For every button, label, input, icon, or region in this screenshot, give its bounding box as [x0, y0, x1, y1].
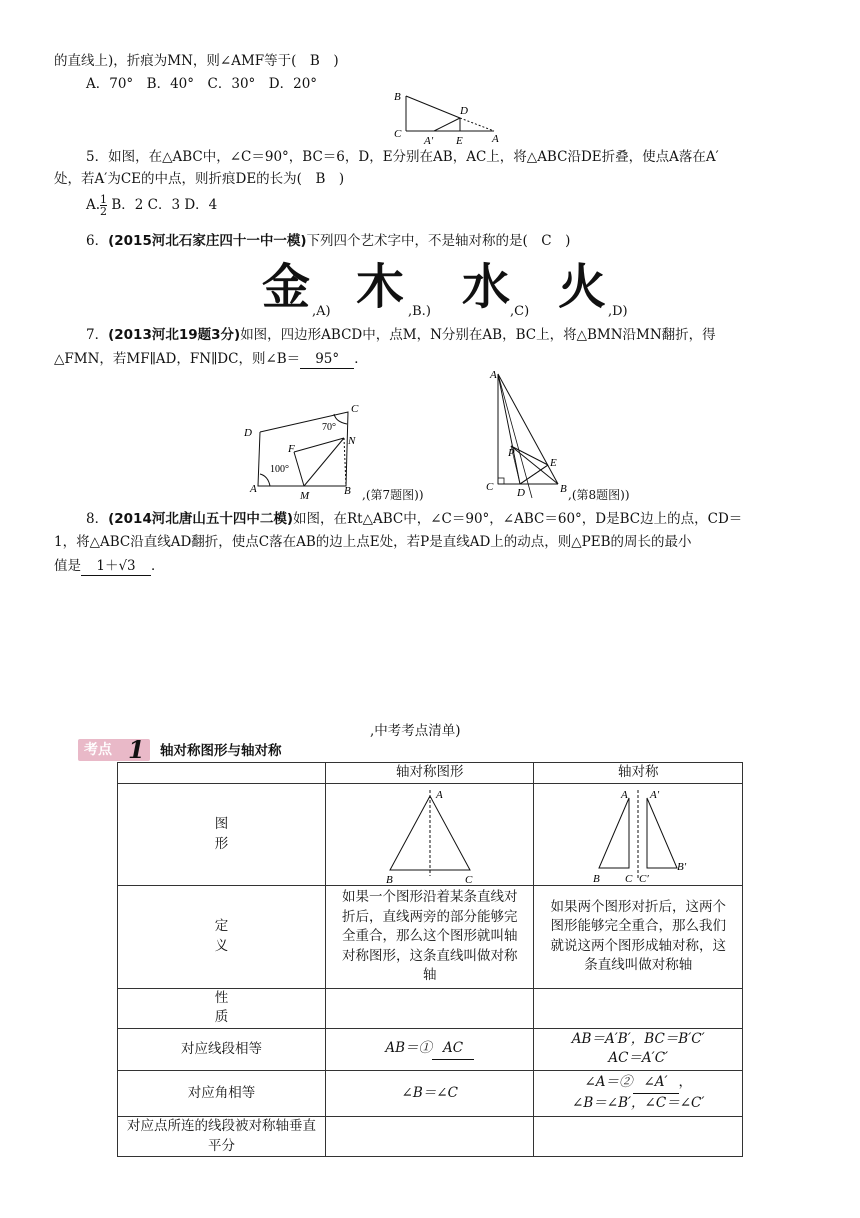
triangle-label: C	[464, 873, 473, 884]
q5-opt-rest: B．2 C．3 D．4	[107, 197, 218, 213]
q5-options	[86, 194, 217, 217]
fig7-label: B	[344, 485, 351, 497]
knowledge-table	[117, 762, 743, 1157]
fig7-label: A	[250, 483, 257, 495]
fig4-label: C	[394, 128, 402, 140]
q8-answer: 1＋√3	[81, 557, 151, 576]
table-header-row	[118, 763, 743, 784]
fig8-label: B	[560, 483, 567, 495]
fig7-label: 70°	[322, 422, 336, 433]
fig7-label: N	[348, 435, 356, 447]
graph-cell-left	[325, 784, 534, 886]
badge-number: 1	[128, 735, 145, 764]
fig7-label: F	[288, 443, 295, 455]
art-label-c: ,C)	[510, 304, 530, 319]
fig4-label: D	[460, 105, 468, 117]
fig8-label: D	[517, 487, 525, 499]
q7-source: (2013河北19题3分)	[108, 327, 241, 343]
q6-source: (2015河北石家庄四十一中一模)	[108, 233, 307, 249]
mirror-label: B′	[677, 860, 687, 873]
section-header: ,中考考点清单)	[370, 723, 461, 739]
fig4-label: E	[456, 135, 463, 147]
table-header-cell	[118, 763, 326, 784]
row-label-angles: 对应角相等	[118, 1070, 326, 1116]
angle-answer: ∠A′	[633, 1073, 679, 1094]
table-header-cell: 轴对称图形	[325, 763, 534, 784]
art-label-b: ,B.)	[408, 304, 431, 319]
table-row-perpendicular	[118, 1116, 743, 1156]
fig7-label: C	[351, 403, 359, 415]
mirror-triangles-figure	[583, 786, 693, 884]
fig4-label: A′	[424, 135, 434, 147]
empty-cell	[534, 988, 743, 1028]
triangle-label: A	[435, 788, 443, 801]
fig8-label: C	[486, 481, 494, 493]
q8-line3: 值是 1＋√3 ．	[54, 557, 165, 576]
q5-line2: 处，若A′为CE的中点，则折痕DE的长为( B )	[54, 171, 345, 187]
mirror-label: C	[625, 872, 633, 884]
mirror-label: A	[621, 788, 628, 801]
fig4-label: A	[492, 133, 499, 145]
fig7-label: M	[300, 490, 310, 502]
fig7-label: 100°	[270, 464, 289, 475]
table-row-segments	[118, 1028, 743, 1070]
mirror-label: A′	[650, 788, 660, 801]
fig8-label: A	[490, 369, 497, 381]
mirror-label: C′	[639, 872, 649, 884]
fold-figure-q5	[388, 86, 504, 148]
row-label-property: 性 质	[118, 988, 326, 1028]
art-char-c: 水	[462, 259, 510, 315]
art-char-b: 木	[356, 259, 404, 315]
table-row-graph	[118, 784, 743, 886]
quadrilateral-figure-q7	[238, 398, 370, 502]
empty-cell	[325, 1116, 534, 1156]
triangle-label: B	[385, 873, 393, 884]
q7-line1: 7．(2013河北19题3分)如图，四边形ABCD中，点M，N分别在AB，BC上，将△BMN沿MN翻折，得	[86, 327, 716, 343]
q4-options: A．70° B．40° C．30° D．20°	[86, 76, 318, 92]
triangle-figure-q8	[484, 368, 570, 502]
q5-fraction: $\frac{1}{2}$	[100, 193, 108, 218]
row-label-segments: 对应线段相等	[118, 1028, 326, 1070]
seg-cell-right: AB＝A′B′，BC＝B′C′ AC＝A′C′	[534, 1028, 743, 1070]
q8-source: (2014河北唐山五十四中二模)	[108, 511, 294, 527]
q8-line1: 8．(2014河北唐山五十四中二模)如图，在Rt△ABC中，∠C＝90°，∠ABC＝60°，D是BC边上的点，CD＝	[86, 511, 743, 527]
q5-line1: 5．如图，在△ABC中，∠C＝90°，BC＝6，D，E分别在AB，AC上，将△ABC沿DE折叠，使点A落在A′	[86, 149, 719, 165]
mirror-label: B	[593, 872, 600, 884]
def-cell-right: 如果两个图形对折后，这两个图形能够完全重合，那么我们就说这两个图形成轴对称，这条直线叫做对称轴	[534, 886, 743, 989]
q8-line2: 1，将△ABC沿直线AD翻折，使点C落在AB的边上点E处，若P是直线AD上的动点，则△PEB的周长的最小	[54, 534, 692, 550]
art-label-a: ,A)	[312, 304, 331, 319]
table-row-definition	[118, 886, 743, 989]
row-label-perpendicular: 对应点所连的线段被对称轴垂直平分	[118, 1116, 326, 1156]
angle-cell-right: ∠A＝② ∠A′ ， ∠B＝∠B′，∠C＝∠C′	[534, 1070, 743, 1116]
seg-answer: AC	[432, 1039, 474, 1060]
row-label-graph: 图 形	[118, 784, 326, 886]
q7-answer: 95°	[300, 350, 354, 369]
q7-line2: △FMN，若MF∥AD，FN∥DC，则∠B＝ 95° ．	[54, 350, 368, 369]
isosceles-triangle-figure	[375, 786, 485, 884]
fig7-label: D	[244, 427, 252, 439]
q8-fig-caption: ,(第8题图))	[568, 488, 630, 502]
q6-line: 6．(2015河北石家庄四十一中一模)下列四个艺术字中，不是轴对称的是( C )	[86, 233, 571, 249]
fig4-label: B	[394, 91, 401, 103]
angle-cell-left: ∠B＝∠C	[325, 1070, 534, 1116]
section-title: 轴对称图形与轴对称	[160, 743, 282, 759]
fig8-label: P	[508, 447, 515, 459]
q4-line: 的直线上)，折痕为MN，则∠AMF等于( B )	[54, 53, 339, 69]
def-cell-left: 如果一个图形沿着某条直线对折后，直线两旁的部分能够完全重合，那么这个图形就叫轴对称图形，这条直线叫做对称轴	[325, 886, 534, 989]
kaodian-badge	[78, 735, 150, 764]
table-row-angles	[118, 1070, 743, 1116]
seg-cell-left: AB＝① AC	[325, 1028, 534, 1070]
empty-cell	[534, 1116, 743, 1156]
art-char-a: 金	[262, 259, 310, 315]
q5-opt-a: A.	[86, 197, 101, 213]
graph-cell-right	[534, 784, 743, 886]
badge-label: 考点	[84, 742, 112, 758]
table-header-cell: 轴对称	[534, 763, 743, 784]
empty-cell	[325, 988, 534, 1028]
q7-fig-caption: ,(第7题图))	[362, 488, 424, 502]
fig8-label: E	[550, 457, 557, 469]
art-label-d: ,D)	[608, 304, 628, 319]
table-row-property	[118, 988, 743, 1028]
art-char-d: 火	[558, 259, 606, 315]
row-label-definition: 定 义	[118, 886, 326, 989]
